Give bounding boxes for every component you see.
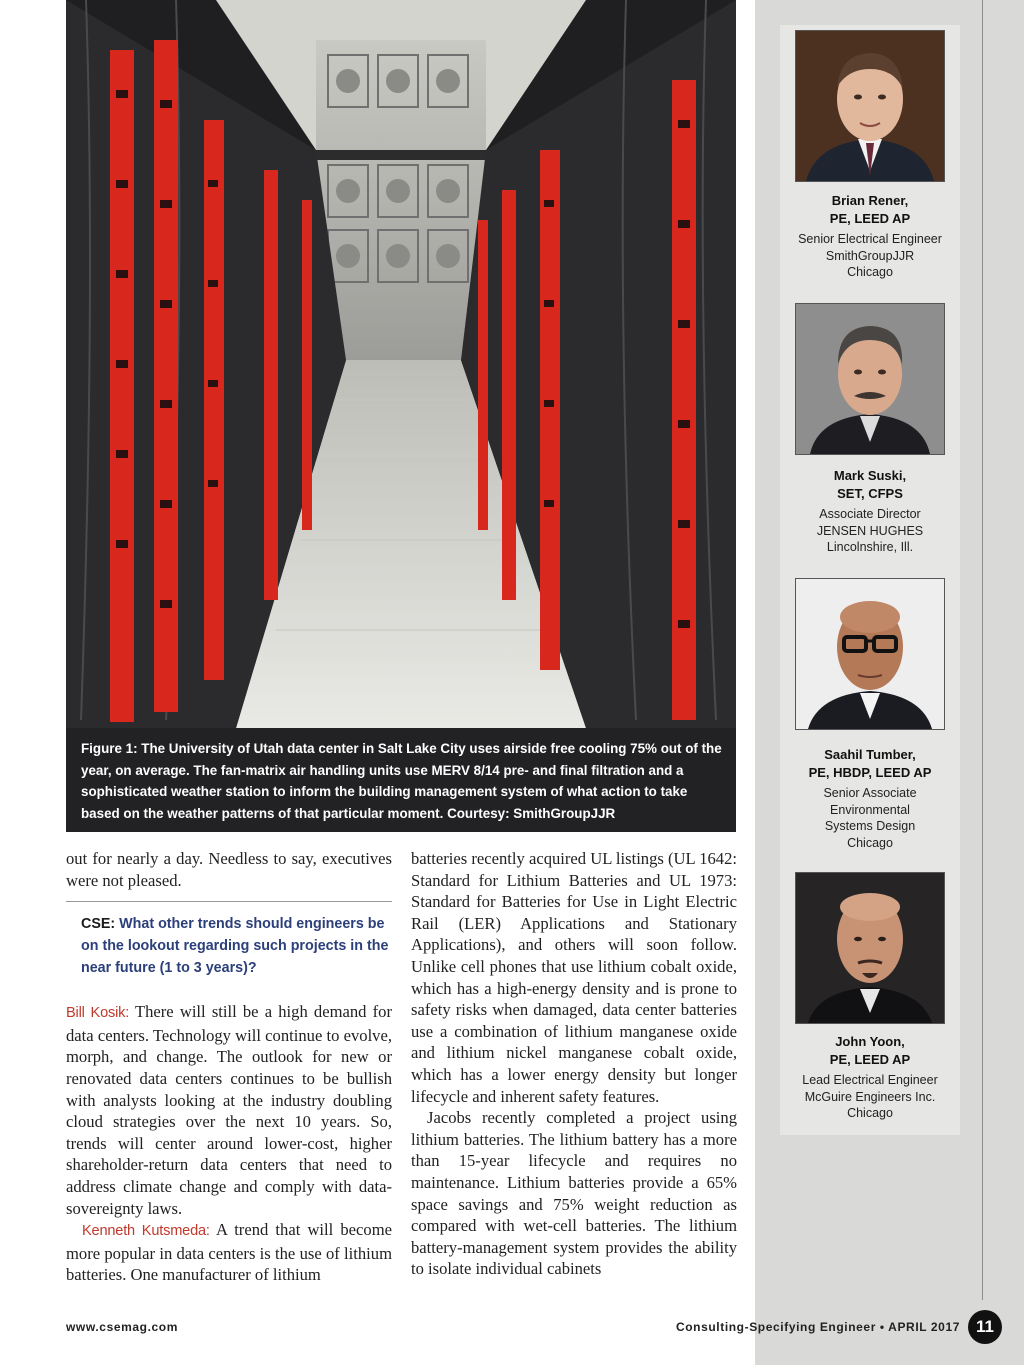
profile-name-line-2: PE, LEED AP <box>829 211 911 226</box>
profile-saahil-tumber <box>780 578 960 851</box>
cse-question <box>66 913 392 979</box>
profile-info <box>780 231 960 281</box>
speaker-name: Kenneth Kutsmeda: <box>82 1223 210 1240</box>
profile-location: Chicago <box>847 265 893 279</box>
speaker-name: Bill Kosik: <box>66 1005 130 1022</box>
question-divider <box>66 901 392 902</box>
answer-text: A trend that will become more popular in data centers is the use of lithium batteries. One manufacturer of lithium <box>66 1220 392 1285</box>
profile-name-line-2: SET, CFPS <box>837 486 903 501</box>
portrait-photo <box>795 303 945 455</box>
answer-kenneth-kutsmeda <box>66 1219 392 1286</box>
portrait-photo <box>795 30 945 182</box>
data-center-illustration <box>66 0 736 832</box>
profile-info <box>780 785 960 851</box>
profile-title: Senior Electrical Engineer <box>798 232 942 246</box>
profile-name-line-2: PE, HBDP, LEED AP <box>808 765 932 780</box>
profile-name <box>780 192 960 228</box>
profile-brian-rener <box>780 30 960 281</box>
answer-text: There will still be a high demand for data centers. Technology will continue to evolve, morph, and change. The outlook for new or renovated data centers continues to be bullish with analysts looking at the industry doubling cloud strategies over the next 10 years. So, trends will center around lower-cost, higher shareholder-return data centers that need to address climate change and comply with data-sovereignty laws. <box>66 1002 392 1218</box>
profile-department-2: Systems Design <box>824 819 916 833</box>
profile-title: Senior Associate <box>823 786 917 800</box>
profile-title: Associate Director <box>819 507 921 521</box>
profile-info <box>780 1072 960 1122</box>
profile-title: Lead Electrical Engineer <box>802 1073 938 1087</box>
profile-company: SmithGroupJJR <box>825 248 915 263</box>
page-number: 11 <box>968 1310 1002 1344</box>
profile-name-line-1: John Yoon, <box>835 1034 905 1049</box>
profile-name <box>780 746 960 782</box>
answer-bill-kosik <box>66 1001 392 1219</box>
portrait-photo <box>795 578 945 730</box>
profile-location: Chicago <box>847 835 893 850</box>
profile-name-line-1: Saahil Tumber, <box>824 747 916 762</box>
article-column-2 <box>411 848 737 1280</box>
article-column-1 <box>66 848 392 1286</box>
figure-caption: Figure 1: The University of Utah data center in Salt Lake City uses airside free cooling 75% out of the year, on average. The fan-matrix air handling units use MERV 8/14 pre- and final filtration and a sophisticated weather station to inform the building management system of what action to take based on the weather patterns of that particular moment. Courtesy: SmithGroupJJR <box>66 728 736 832</box>
profile-name <box>780 1033 960 1069</box>
paragraph-jacobs-project: Jacobs recently completed a project using lithium batteries. The lithium battery has a more than 15-year lifecycle and requires no maintenance. Lithium batteries provide a 65% space savings and 75% weight reduction as compared with wet-cell batteries. The lithium battery-management system provides the ability to isolate individual cabinets <box>411 1108 737 1279</box>
data-center-photo <box>66 0 736 832</box>
profile-mark-suski <box>780 303 960 556</box>
profile-location: Chicago <box>847 1106 893 1120</box>
profile-company: McGuire Engineers Inc. <box>804 1089 936 1104</box>
sidebar-rule <box>982 0 983 1300</box>
profile-name-line-2: PE, LEED AP <box>829 1052 911 1067</box>
profile-location: Lincolnshire, Ill. <box>826 540 914 554</box>
profile-name-line-1: Mark Suski, <box>833 468 907 483</box>
profile-company: JENSEN HUGHES <box>816 523 924 538</box>
cse-question-text: What other trends should engineers be on the lookout regarding such projects in the near future (1 to 3 years)? <box>81 916 389 977</box>
profile-name-line-1: Brian Rener, <box>831 193 909 208</box>
paragraph-intro: out for nearly a day. Needless to say, executives were not pleased. <box>66 849 392 890</box>
profile-name <box>780 467 960 503</box>
footer-publication: Consulting-Specifying Engineer • APRIL 2017 <box>675 1320 960 1334</box>
portrait-photo <box>795 872 945 1024</box>
profile-department-1: Environmental <box>830 802 910 817</box>
profile-info <box>780 506 960 556</box>
footer-website: www.csemag.com <box>66 1320 178 1334</box>
profile-john-yoon <box>780 872 960 1122</box>
cse-label: CSE: <box>81 916 116 933</box>
paragraph-lithium-batteries: batteries recently acquired UL listings (UL 1642: Standard for Lithium Batteries and UL 1973: Standard for Batteries for Use in Light Electric Rail (LER) Applications and Stationary Applications), and others will soon follow. Unlike cell phones that use lithium cobalt oxide, which has a high-energy density and is prone to safety risks when damaged, data center batteries use a combination of lithium manganese oxide and lithium nickel manganese cobalt oxide, which has a lower energy density but longer lifecycle and inherent safety features. <box>411 849 737 1106</box>
